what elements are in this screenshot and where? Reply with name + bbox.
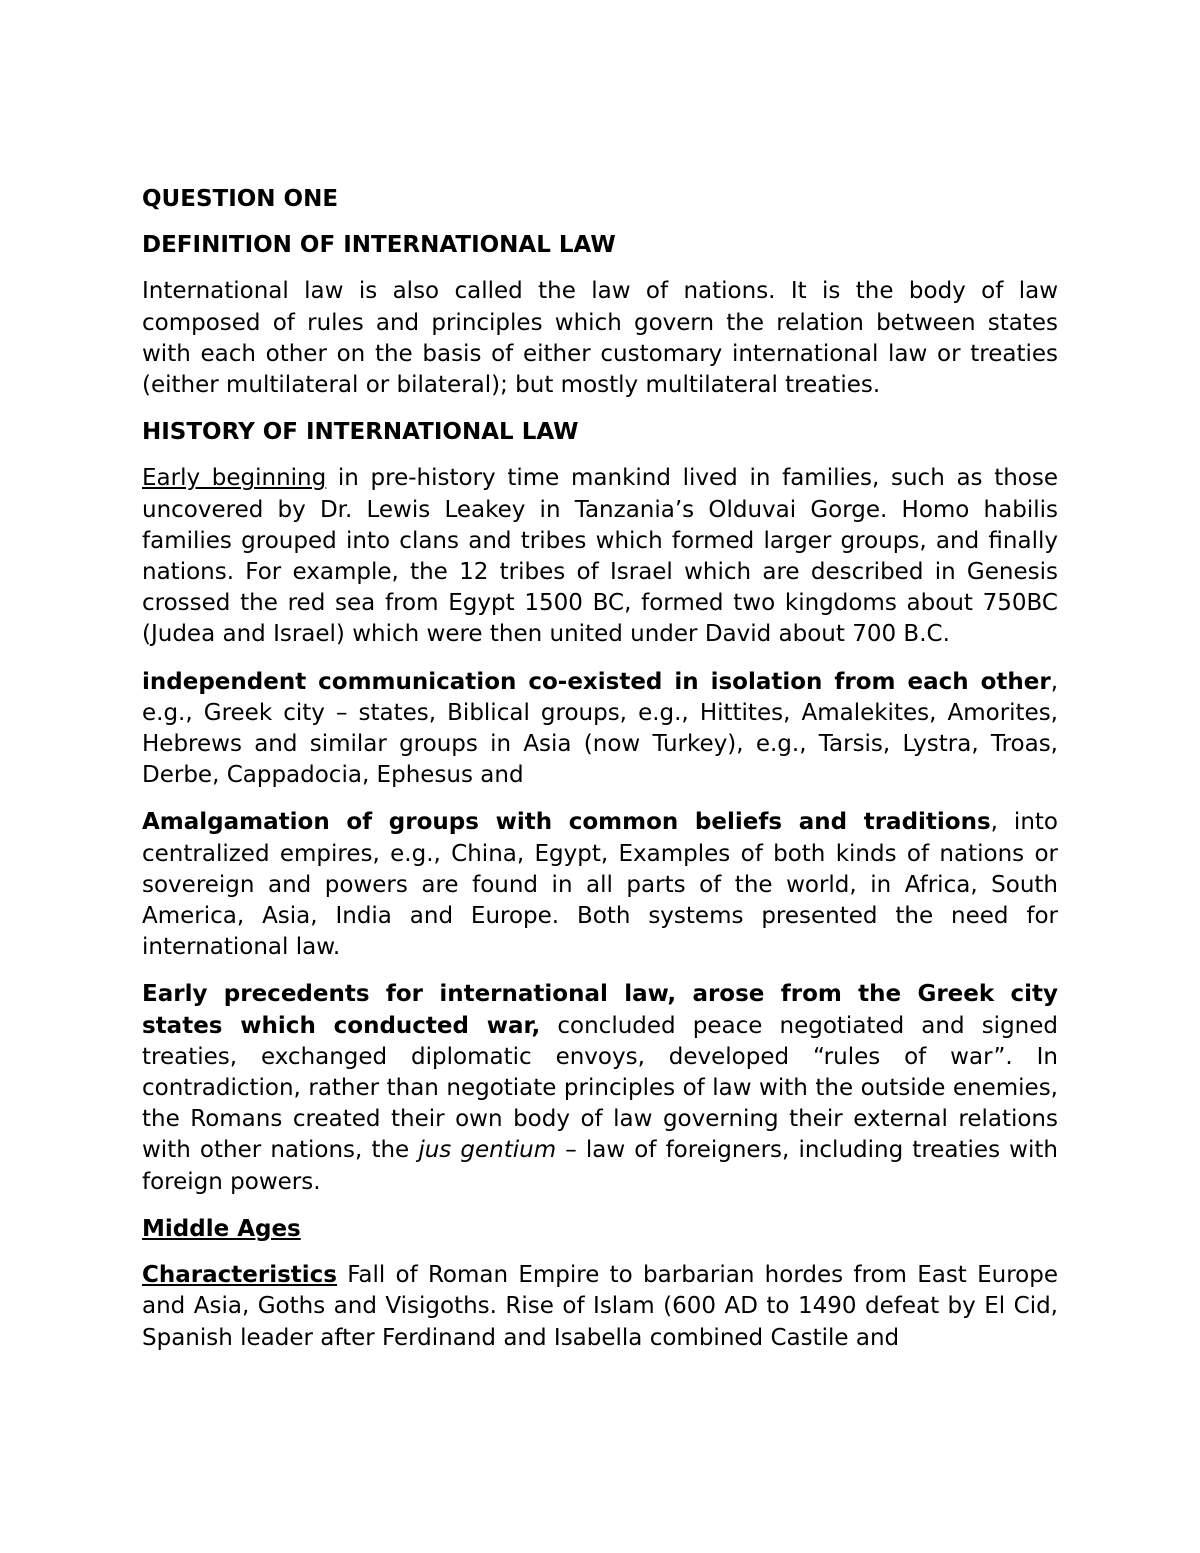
characteristics-text: Fall of Roman Empire to barbarian hordes from East Europe and Asia, Goths and Visigoths. Rise of Islam (600 AD to 1490 defeat by El Cid, Spanish leader after Ferdinand and Isabella combined Castile and — [142, 1262, 1058, 1351]
definition-paragraph: International law is also called the law of nations. It is the body of law composed of rules and principles which govern the relation between states with each other on the basis of either customary international law or treaties (either multilateral or bilateral); but mostly multilateral treaties. — [142, 278, 1058, 399]
characteristics-lead: Characteristics — [142, 1262, 337, 1289]
characteristics-paragraph — [142, 1260, 1058, 1354]
amalgamation-lead: Amalgamation of groups with common beliefs and traditions — [142, 809, 991, 836]
question-title: QUESTION ONE — [142, 186, 339, 212]
independent-paragraph — [142, 667, 1058, 792]
precedents-paragraph — [142, 979, 1058, 1197]
amalgamation-text: , into centralized empires, e.g., China, Egypt, Examples of both kinds of nations or sovereign and powers are found in all parts of the world, in Africa, South America, Asia, India and Europe. Both systems presented the need for international law. — [142, 809, 1058, 961]
history-heading: HISTORY OF INTERNATIONAL LAW — [142, 419, 579, 446]
early-beginning-paragraph — [142, 463, 1058, 650]
early-beginning-text: in pre-history time mankind lived in families, such as those uncovered by Dr. Lewis Leakey in Tanzania’s Olduvai Gorge. Homo habilis families grouped into clans and tribes which formed larger groups, and finally nations. For example, the 12 tribes of Israel which are described in Genesis crossed the red sea from Egypt 1500 BC, formed two kingdoms about 750BC (Judea and Israel) which were then united under David about 700 B.C. — [142, 465, 1059, 648]
amalgamation-paragraph — [142, 807, 1058, 963]
independent-lead: independent communication co-existed in isolation from each other — [142, 668, 1051, 695]
independent-text: , e.g., Greek city – states, Biblical groups, e.g., Hittites, Amalekites, Amorites, Hebrews and similar groups in Asia (now Turkey), e.g., Tarsis, Lystra, Troas, Derbe, Cappadocia, Ephesus and — [142, 668, 1058, 789]
document-page — [142, 184, 1058, 1354]
precedents-lead: Early precedents for international law, arose from the Greek city states which conducted war, — [142, 981, 1058, 1039]
middle-ages-heading: Middle Ages — [142, 1215, 301, 1242]
precedents-text-end: – law of foreigners, including treaties with foreign powers. — [142, 1137, 1058, 1195]
early-beginning-lead: Early beginning — [142, 465, 327, 492]
jus-gentium-term: jus gentium — [418, 1137, 557, 1164]
definition-heading: DEFINITION OF INTERNATIONAL LAW — [142, 232, 616, 259]
precedents-text: concluded peace negotiated and signed treaties, exchanged diplomatic envoys, developed “rules of war”. In contradiction, rather than negotiate principles of law with the outside enemies, the Romans created their own body of law governing their external relations with other nations, the — [142, 1012, 1058, 1164]
